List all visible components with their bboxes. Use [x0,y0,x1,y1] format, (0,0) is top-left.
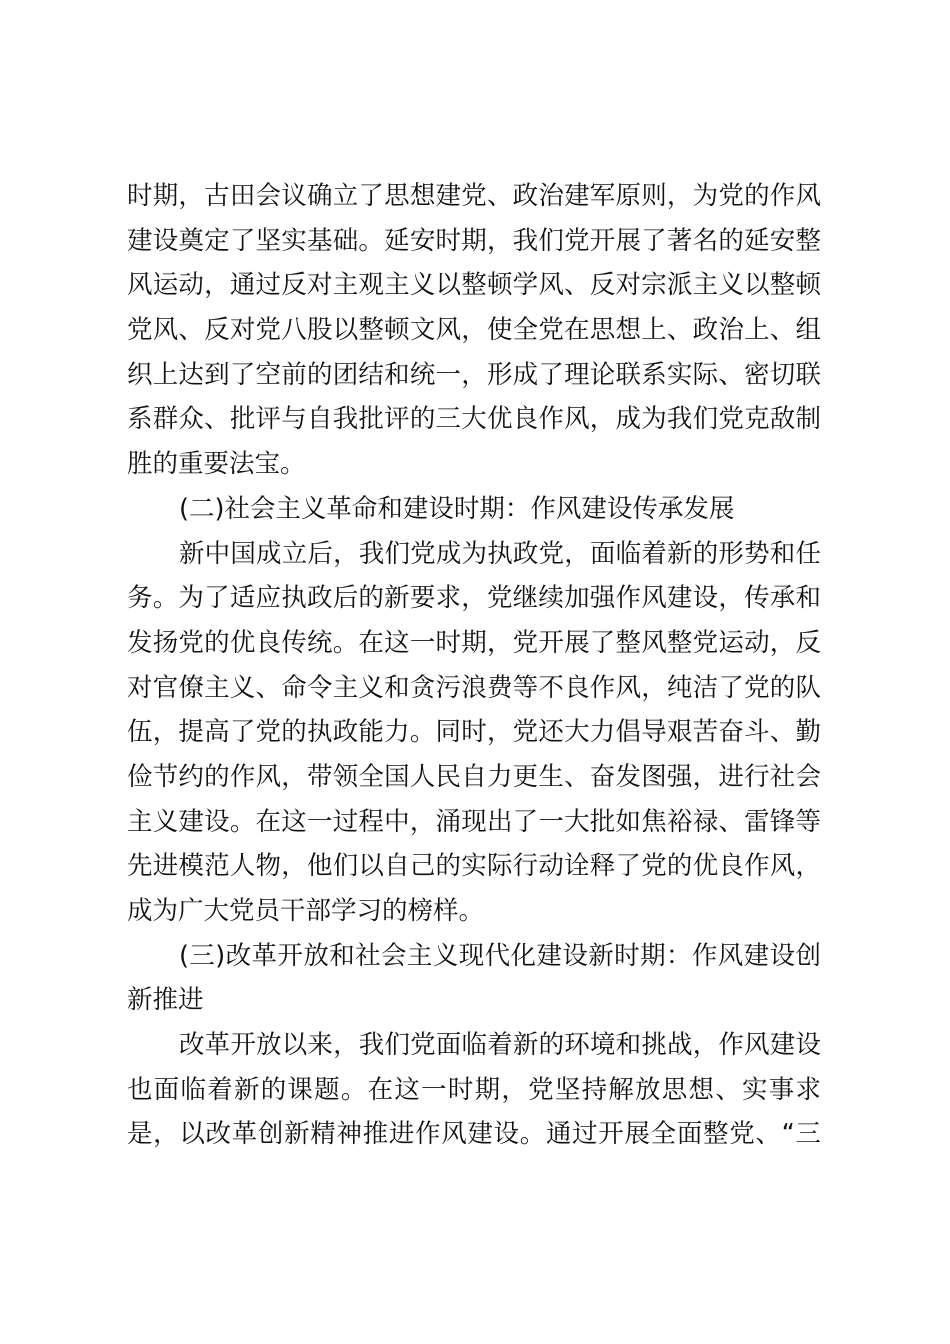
document-body [127,174,821,1157]
paragraph-line: 主义建设。在这一过程中，涌现出了一大批如焦裕禄、雷锋等 [127,806,821,837]
paragraph-line: 改革开放以来，我们党面临着新的环境和挑战，作风建设 [179,1030,821,1061]
paragraph-line: 新中国成立后，我们党成为执政党，面临着新的形势和任 [179,538,821,569]
paragraph-line: 俭节约的作风，带领全国人民自力更生、奋发图强，进行社会 [127,761,821,792]
section-heading: (三)改革开放和社会主义现代化建设新时期：作风建设创 [179,940,821,971]
paragraph-line: 是，以改革创新精神推进作风建设。通过开展全面整党、“三 [127,1119,821,1150]
section-heading: (二)社会主义革命和建设时期：作风建设传承发展 [179,493,735,524]
paragraph-line: 伍，提高了党的执政能力。同时，党还大力倡导艰苦奋斗、勤 [127,717,821,748]
paragraph-line: 成为广大党员干部学习的榜样。 [127,896,485,926]
paragraph-line: 建设奠定了坚实基础。延安时期，我们党开展了著名的延安整 [127,225,821,256]
paragraph-line: 党风、反对党八股以整顿文风，使全党在思想上、政治上、组 [127,315,821,346]
paragraph-line: 对官僚主义、命令主义和贪污浪费等不良作风，纯洁了党的队 [127,672,821,703]
paragraph-line: 先进模范人物，他们以自己的实际行动诠释了党的优良作风， [127,851,821,882]
paragraph-line: 织上达到了空前的团结和统一，形成了理论联系实际、密切联 [127,359,821,390]
paragraph-line: 风运动，通过反对主观主义以整顿学风、反对宗派主义以整顿 [127,270,821,301]
paragraph-line: 发扬党的优良传统。在这一时期，党开展了整风整党运动，反 [127,627,821,658]
paragraph-line: 务。为了适应执政后的新要求，党继续加强作风建设，传承和 [127,583,821,614]
paragraph-line: 胜的重要法宝。 [127,449,306,480]
paragraph-line: 也面临着新的课题。在这一时期，党坚持解放思想、实事求 [127,1074,821,1105]
paragraph-line: 系群众、批评与自我批评的三大优良作风，成为我们党克敌制 [127,404,821,435]
paragraph-line: 时期，古田会议确立了思想建党、政治建军原则，为党的作风 [127,181,821,211]
section-heading-continued: 新推进 [127,985,204,1016]
